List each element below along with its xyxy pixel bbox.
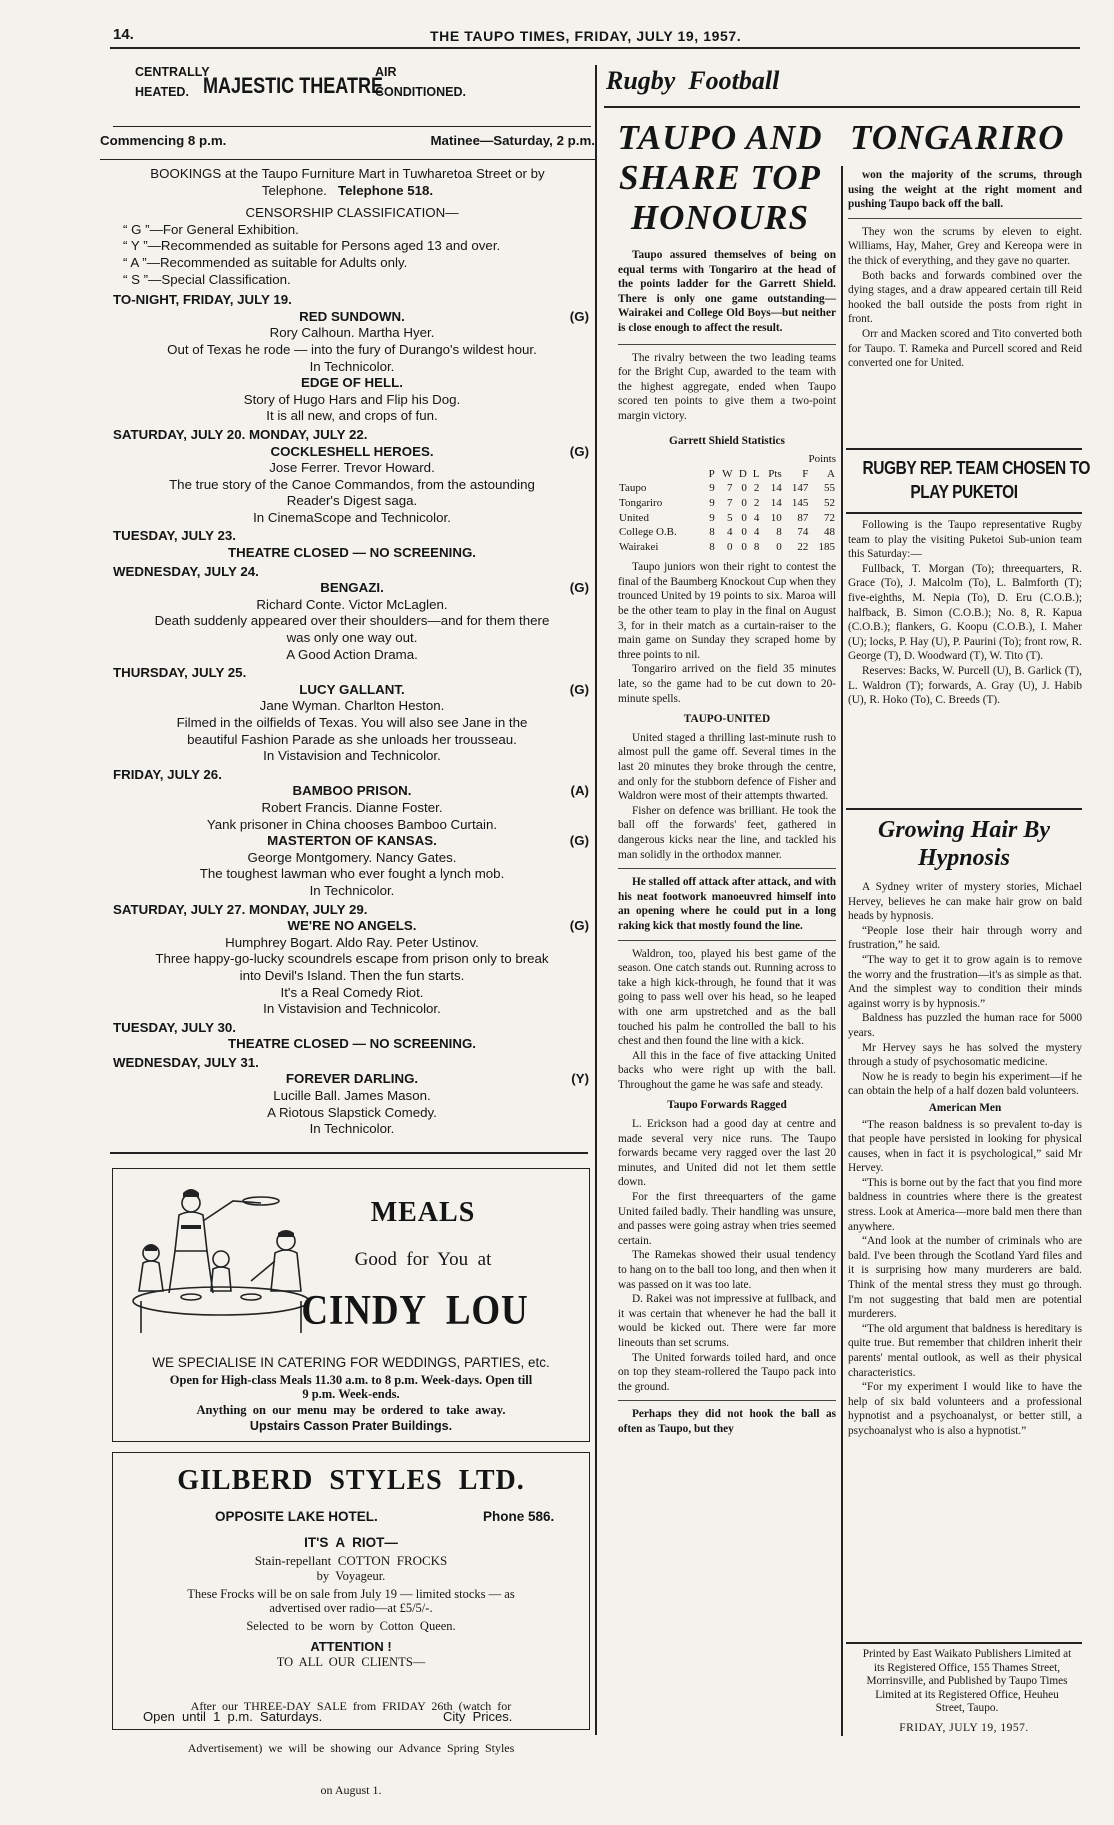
stats-cell: Tongariro: [619, 496, 663, 509]
film-description: Story of Hugo Hars and Flip his Dog.: [243, 391, 461, 407]
schedule-day: TUESDAY, JULY 23.: [113, 528, 236, 544]
schedule-day: WEDNESDAY, JULY 24.: [113, 563, 259, 579]
film-description: It's a Real Comedy Riot.: [280, 984, 424, 1000]
film-description: The true story of the Canoe Commandos, from the astounding: [169, 476, 535, 492]
film-description: Jose Ferrer. Trevor Howard.: [269, 460, 435, 476]
stats-cell: 8: [776, 526, 782, 539]
stats-cell: 5: [727, 511, 733, 524]
rep-team-para-1: Following is the Taupo representative Rugby team to play the visiting Puketoi Sub-union team this Saturday:—: [848, 519, 1082, 561]
stats-cell: 52: [824, 496, 835, 509]
gilberd-sale-line1: These Frocks will be on sale from July 19 — limited stocks — as: [187, 1587, 515, 1601]
film-description: Lucille Ball. James Mason.: [273, 1088, 431, 1104]
stats-cell: 8: [709, 526, 715, 539]
film-description: In Vistavision and Technicolor.: [263, 748, 441, 764]
film-title-text: RED SUNDOWN.: [299, 308, 405, 324]
hair-para-9: “And look at the number of criminals who are bald. I've been through the Scotland Yard files and it is surprising how many murderers are bald. Think of the mental stress they must go through. I'm not suggesting that bald men are potential murderers.: [848, 1235, 1082, 1321]
theatre-heated-line1: CENTRALLY: [135, 65, 210, 79]
film-rating: (G): [569, 308, 589, 324]
stats-header-cell: F: [802, 467, 809, 480]
stats-header-cell: W: [722, 467, 733, 480]
gilberd-frocks: Stain-repellant COTTON FROCKS: [254, 1553, 448, 1568]
film-rating: (G): [569, 918, 589, 934]
theatre-advert: [100, 60, 595, 1138]
stats-cell: 8: [709, 540, 715, 553]
rugby-article: [618, 248, 836, 1437]
theatre-air-line1: AIR: [375, 65, 397, 79]
film-description: Jane Wyman. Charlton Heston.: [259, 698, 445, 714]
rugby-para-2: Taupo juniors won their right to contest the final of the Baumberg Knockout Cup when they trounced United by 19 points to six. Maroa will be the other team to play in the final on August 3, for in their match as a curtain-raiser to the main game on Sunday they scraped home by three points to nil.: [618, 561, 836, 661]
column-rule-2: [841, 166, 843, 1736]
hair-para-11: “For my experiment I would like to have the help of six bald volunteers and a professional hypnotist and a psychoanalyst, or better still, a psychoanalyst who is also a hypnotist.”: [848, 1381, 1082, 1437]
stats-cell: 2: [753, 482, 760, 495]
stats-cell: 87: [797, 511, 809, 524]
film-description: Out of Texas he rode — into the fury of Durango's wildest hour.: [167, 341, 537, 357]
film-description: The toughest lawman who ever fought a lynch mob.: [199, 866, 505, 882]
rugby-headline-line1: TAUPO AND: [617, 118, 823, 157]
rugby-cont-para-2: They won the scrums by eleven to eight. Williams, Hay, Maher, Grey and Kereopa were in the thick of everything, and they gave no quarter.: [848, 225, 1082, 267]
hair-para-10: “The old argument that baldness is hereditary is quite true. But remember that children inherit their parents' mental outlook, as well as their physical characteristics.: [848, 1322, 1082, 1379]
film-description: beautiful Fashion Parade as she unloads her trousseau.: [187, 731, 517, 747]
cindy-specialise: WE SPECIALISE IN CATERING FOR WEDDINGS, PARTIES, etc.: [152, 1355, 550, 1370]
film-rating: (G): [569, 833, 589, 849]
stats-cell: Wairakei: [619, 540, 659, 553]
hair-para-7: “The reason baldness is so prevalent to-day is that people have persisted in looking for physical causes, when in fact it is psychological,” said Mr Hervey.: [848, 1118, 1082, 1175]
stats-cell: 0: [741, 540, 747, 553]
rugby-section-heading: Rugby Football: [606, 66, 780, 95]
film-description: Yank prisoner in China chooses Bamboo Curtain.: [206, 816, 498, 832]
stats-cell: 0: [741, 526, 747, 539]
stats-cell: 0: [741, 511, 747, 524]
stats-cell: 22: [797, 540, 809, 553]
stats-cell: 10: [770, 511, 782, 524]
hair-para-4: Baldness has puzzled the human race for 5000 years.: [848, 1012, 1082, 1039]
gilberd-selected: Selected to be worn by Cotton Queen.: [246, 1619, 456, 1633]
garrett-shield-table: [618, 467, 836, 555]
stats-row: [618, 525, 836, 540]
stats-cell: 4: [753, 526, 760, 539]
film-description: Robert Francis. Dianne Foster.: [261, 799, 443, 815]
stats-cell: United: [619, 511, 649, 524]
stats-body: [618, 481, 836, 554]
stats-row: [618, 481, 836, 496]
stats-cell: 0: [776, 540, 782, 553]
film-description: Filmed in the oilfields of Texas. You will also see Jane in the: [176, 715, 528, 730]
cindy-lou-advert: [112, 1168, 590, 1442]
cindy-hours: [113, 1373, 589, 1401]
stats-cell: 7: [727, 482, 733, 495]
stats-cell: 72: [824, 511, 835, 524]
gilberd-open: Open until 1 p.m. Saturdays.: [143, 1709, 323, 1724]
censorship-line: “ A ”—Recommended as suitable for Adults only.: [123, 254, 408, 270]
rugby-headline-right: TONGARIRO: [850, 118, 1065, 157]
rugby-cont-para-3: Both backs and forwards combined over the dying stages, and a draw appeared certain till Reid hooked the ball outside the posts from right in front.: [848, 269, 1082, 326]
gilberd-voyageur: by Voyageur.: [316, 1569, 386, 1583]
film-description: Death suddenly appeared over their shoulders—and for them there: [154, 613, 550, 629]
film-title: [113, 783, 591, 800]
stats-cell: 74: [797, 526, 809, 539]
rep-team-top-rule: [846, 448, 1082, 450]
gilberd-opposite: OPPOSITE LAKE HOTEL.: [215, 1509, 378, 1524]
rugby-para-11: D. Rakei was not impressive at fullback, and it was certain that whenever he had the ball it would be kicked out. There were far more lineouts than set scrums.: [618, 1293, 836, 1349]
stats-header-cell: Pts: [768, 467, 782, 480]
film-title: [113, 1071, 591, 1088]
theatre-name: MAJESTIC THEATRE: [203, 73, 384, 98]
stats-cell: 9: [709, 511, 715, 524]
film-description: Humphrey Bogart. Aldo Ray. Peter Ustinov.: [225, 934, 479, 950]
film-description: was only one way out.: [286, 630, 418, 646]
film-rating: (Y): [571, 1071, 589, 1087]
subhead-american-men: American Men: [928, 1101, 1002, 1114]
theatre-air-line2: CONDITIONED.: [375, 85, 466, 99]
gilberd-after-line3: on August 1.: [320, 1783, 382, 1797]
theatre-heated-line2: HEATED.: [135, 85, 189, 99]
stats-title: Garrett Shield Statistics: [669, 434, 785, 447]
hair-para-2: “People lose their hair through worry and frustration,” he said.: [848, 924, 1082, 952]
schedule-day: SATURDAY, JULY 20. MONDAY, JULY 22.: [113, 426, 368, 442]
film-rating: (A): [570, 783, 589, 799]
column-rule-1: [595, 65, 597, 1735]
film-title-text: MASTERTON OF KANSAS.: [267, 833, 437, 849]
subhead-taupo-united: TAUPO-UNITED: [683, 713, 771, 726]
rugby-cont-para-4: Orr and Macken scored and Tito converted both for Taupo. T. Rameka and Purcell scored and Reid converted one for United.: [848, 327, 1082, 370]
hair-para-5: Mr Hervey says he has solved the mystery through a study of psychosomatic medicine.: [848, 1041, 1082, 1069]
gilberd-sale-line2: advertised over radio—at £5/5/-.: [269, 1601, 433, 1615]
stats-cell: 4: [727, 526, 733, 539]
film-title: [113, 545, 591, 562]
stats-cell: 185: [818, 540, 835, 553]
hair-para-8: “This is borne out by the fact that you find more baldness in countries where there is the greatest stress. Look at America—more bald men there than anywhere.: [848, 1176, 1082, 1233]
censorship-block: [113, 205, 591, 288]
film-description: Richard Conte. Victor McLaglen.: [256, 596, 448, 612]
censorship-title: CENSORSHIP CLASSIFICATION—: [245, 205, 459, 221]
theatre-heated: [135, 62, 210, 102]
stats-cell: 14: [770, 496, 782, 509]
censorship-line: “ Y ”—Recommended as suitable for Persons aged 13 and over.: [123, 238, 501, 254]
stats-cell: 0: [727, 540, 733, 553]
theatre-bottom-rule: [110, 1152, 588, 1154]
rugby-cont-lead: won the majority of the scrums, through using the weight at the right moment and pushing Taupo back off the ball.: [848, 169, 1082, 211]
rugby-para-7: All this in the face of five attacking United backs who were right up with the ball. Throughout the game he was safe and steady.: [618, 1049, 836, 1091]
rugby-headline-left: [604, 118, 836, 238]
bookings-line1: BOOKINGS at the Taupo Furniture Mart in Tuwharetoa Street or by: [150, 166, 545, 181]
film-title-text: WE'RE NO ANGELS.: [287, 918, 417, 934]
stats-cell: 147: [791, 482, 809, 495]
hair-headline-line2: Hypnosis: [917, 845, 1010, 871]
imprint-date: FRIDAY, JULY 19, 1957.: [899, 1722, 1029, 1734]
gilberd-sale: [113, 1587, 589, 1615]
rugby-para-8: L. Erickson had a good day at centre and made several very nice runs. The Taupo forwards became very ragged over the last 20 minutes, and United did not let them settle down.: [618, 1118, 836, 1189]
film-title: [113, 309, 591, 326]
censorship-lines: [113, 222, 591, 288]
film-title: [113, 375, 591, 392]
bookings-number: Telephone 518.: [338, 182, 434, 198]
stats-cell: College O.B.: [619, 526, 677, 539]
stats-row: [618, 511, 836, 526]
hair-headline-line1: Growing Hair By: [877, 817, 1051, 843]
film-description: In Technicolor.: [309, 1121, 395, 1137]
film-title-text: COCKLESHELL HEROES.: [270, 443, 434, 459]
cindy-hours-line1: Open for High-class Meals 11.30 a.m. to 8 p.m. Week-days. Open till: [169, 1373, 533, 1387]
rugby-para-1: The rivalry between the two leading teams for the Bright Cup, awarded to the team with the highest aggregate, ended when Taupo scored ten points to give them a two-point margin victory.: [618, 351, 836, 422]
rep-team-headline: [846, 456, 1091, 504]
stats-header-cell: L: [752, 467, 760, 480]
film-title: [113, 444, 591, 461]
stats-cell: 145: [791, 496, 809, 509]
rep-team-para-2: Fullback, T. Morgan (To); threequarters, R. Grace (To), J. Malcolm (To), L. Balmforth (T); five-eighths, M. Nepia (To), D. Eru (C.O.B.); halfback, B. Simon (C.O.B.); No. 8, R. Kapua (C.O.B.); flankers, G. Koopu (C.O.B.), I. Maher (U); locks, P. Hay (U), P. Paurini (To); front row, R. George (T), D. Woodward (T), W. Tito (T).: [848, 562, 1082, 663]
film-description: A Riotous Slapstick Comedy.: [267, 1104, 437, 1120]
film-rating: (G): [569, 443, 589, 459]
stats-cell: 7: [727, 496, 733, 509]
commencing-time: Commencing 8 p.m.: [100, 133, 227, 148]
stats-header-cell: D: [738, 467, 747, 480]
stats-cell: 2: [753, 496, 760, 509]
film-description: into Devil's Island. Then the fun starts.: [239, 967, 465, 983]
stats-cell: 48: [824, 526, 835, 539]
gilberd-clients: TO ALL OUR CLIENTS—: [276, 1655, 426, 1669]
film-title-text: BENGAZI.: [320, 580, 384, 596]
masthead-rule: [110, 47, 1080, 49]
film-title-text: THEATRE CLOSED — NO SCREENING.: [228, 1036, 476, 1052]
rep-team-para-3: Reserves: Backs, W. Purcell (U), B. Garlick (T), L. Waldron (T); forwards, A. Gray (U), J. Habib (U), R. Hoko (To), C. Breeds (T).: [848, 664, 1082, 707]
film-title: [113, 682, 591, 699]
gilberd-after-line2: Advertisement) we will be showing our Advance Spring Styles: [187, 1741, 515, 1755]
bookings-info: [100, 166, 595, 199]
film-description: In CinemaScope and Technicolor.: [253, 509, 451, 525]
hair-para-3: “The way to get it to grow again is to remove the worry and the frustration—it's as simple as that. And the simplest way to condition their minds against worry is by hypnosis.”: [848, 953, 1082, 1010]
gilberd-prices: City Prices.: [443, 1709, 513, 1724]
schedule-day: TUESDAY, JULY 30.: [113, 1019, 236, 1035]
rugby-headline-line3: HONOURS: [630, 198, 810, 237]
stats-row: [618, 496, 836, 511]
stats-cell: 8: [753, 540, 760, 553]
rugby-para-4: United staged a thrilling last-minute rush to almost pull the game off. Several times in the last 20 minutes they broke through the centre, and only for the stubborn defence of Fisher and Waldron were most of their attempts thwarted.: [618, 731, 836, 803]
censorship-line: “ S ”—Special Classification.: [123, 271, 291, 287]
rugby-article-continued: [848, 168, 1082, 371]
gilberd-phone: Phone 586.: [483, 1509, 555, 1524]
rugby-para-10: The Ramekas showed their usual tendency to hang on to the ball too long, and then when it was passed on it was too late.: [618, 1249, 836, 1291]
gilberd-styles-advert: [112, 1452, 590, 1797]
rugby-para-6: Waldron, too, played his best game of the season. One catch stands out. Running across to take a high kick-through, he found that it was going to pass well over his head, so he leaped with one arm upstretched and as the ball touched his palm he controlled the ball to his chest and then found the line with a kick.: [618, 947, 836, 1048]
rugby-para-5: Fisher on defence was brilliant. He took the ball off the forwards' feet, gathered in dangerous kicks near the line, and tackled his man solidly in the orthodox manner.: [618, 804, 836, 861]
stats-cell: 4: [753, 511, 760, 524]
stats-cell: 9: [709, 496, 715, 509]
stats-cell: 55: [824, 482, 835, 495]
hair-article: [848, 880, 1082, 1439]
gilberd-name: GILBERD STYLES LTD.: [177, 1465, 525, 1496]
rugby-para-3: Tongariro arrived on the field 35 minutes late, so the game had to be cut down to 20-minute spells.: [618, 663, 836, 705]
film-description: In Vistavision and Technicolor.: [263, 1001, 441, 1017]
cindy-lou-name: CINDY LOU: [301, 1288, 529, 1334]
stats-header-cell: [618, 467, 704, 482]
film-description: It is all new, and crops of fun.: [266, 408, 438, 424]
hair-headline: [846, 816, 1082, 872]
film-description: Reader's Digest saga.: [286, 493, 418, 509]
schedule-day: TO-NIGHT, FRIDAY, JULY 19.: [113, 292, 292, 308]
rep-team-headline-rule: [846, 512, 1082, 514]
rugby-para-9: For the first threequarters of the game United failed badly. Their handling was unsure, and passes were going astray when tries seemed certain.: [618, 1191, 836, 1247]
schedule-day: WEDNESDAY, JULY 31.: [113, 1054, 259, 1070]
matinee-time: Matinee—Saturday, 2 p.m.: [430, 133, 595, 148]
rugby-para-12: The United forwards toiled hard, and once on top they steam-rollered the Taupo pack into the ground.: [618, 1351, 836, 1393]
imprint-rule: [846, 1642, 1082, 1644]
rugby-headline-line2: SHARE TOP: [619, 158, 821, 197]
cindy-takeaway: Anything on our menu may be ordered to take away.: [196, 1403, 506, 1417]
film-title: [113, 580, 591, 597]
good-for-you: Good for You at: [354, 1249, 492, 1270]
film-description: George Montgomery. Nancy Gates.: [247, 849, 457, 865]
stats-points-label: Points: [808, 453, 836, 466]
rep-team-headline-line1: RUGBY REP. TEAM CHOSEN TO: [862, 458, 1091, 478]
cindy-address: Upstairs Casson Prater Buildings.: [249, 1419, 453, 1433]
rep-team-headline-line2: PLAY PUKETOI: [910, 482, 1018, 502]
masthead-title: THE TAUPO TIMES, FRIDAY, JULY 19, 1957.: [430, 28, 742, 44]
film-description: A Good Action Drama.: [286, 646, 418, 662]
film-rating: (G): [569, 681, 589, 697]
stats-header-cell: P: [708, 467, 715, 480]
stats-cell: 14: [770, 482, 782, 495]
rep-team-article: [848, 518, 1082, 708]
film-description: In Technicolor.: [309, 882, 395, 898]
gilberd-riot: IT'S A RIOT—: [304, 1535, 398, 1550]
film-title: [113, 918, 591, 935]
film-title: [113, 1036, 591, 1053]
hair-para-6: Now he is ready to begin his experiment—if he can obtain the help of a half dozen bald volunteers.: [848, 1070, 1082, 1098]
schedule-day: FRIDAY, JULY 26.: [113, 766, 222, 782]
cindy-hours-line2: 9 p.m. Week-ends.: [302, 1387, 400, 1401]
rugby-heading-rule: [604, 106, 1080, 108]
hair-para-1: A Sydney writer of mystery stories, Michael Hervey, believes he can make hair grow on bald heads by hypnosis.: [848, 881, 1082, 923]
meals-heading: MEALS: [370, 1197, 476, 1228]
film-title-text: BAMBOO PRISON.: [292, 783, 412, 799]
stats-cell: 0: [741, 496, 747, 509]
theatre-air-conditioned: [375, 62, 466, 102]
film-title-text: EDGE OF HELL.: [301, 375, 403, 391]
gilberd-after-line1: After our THREE-DAY SALE from FRIDAY 26th (watch for: [190, 1699, 512, 1713]
stats-header-row: [618, 467, 836, 482]
schedule-day: THURSDAY, JULY 25.: [113, 665, 247, 681]
film-title-text: FOREVER DARLING.: [285, 1071, 419, 1087]
stats-header-cell: A: [827, 467, 835, 480]
film-title: [113, 833, 591, 850]
imprint: Printed by East Waikato Publishers Limited at its Registered Office, 155 Thames Street, Morrinsville, and Published by Taupo Times Limited at its Registered Office, Heuheu Street, Taupo.: [862, 1648, 1072, 1715]
gilberd-attention: ATTENTION !: [310, 1639, 392, 1654]
bookings-telephone: Telephone.: [261, 182, 327, 198]
stats-row: [618, 540, 836, 555]
rugby-para-13: Perhaps they did not hook the ball as often as Taupo, but they: [618, 1408, 836, 1435]
rugby-pull-quote: He stalled off attack after attack, and with his neat footwork manoeuvred himself into an opening where he could put in a long raking kick that mostly found the line.: [618, 876, 836, 932]
film-schedule: [113, 292, 591, 1138]
film-description: Rory Calhoun. Martha Hyer.: [269, 325, 435, 341]
censorship-line: “ G ”—For General Exhibition.: [123, 221, 299, 237]
film-rating: (G): [569, 580, 589, 596]
hair-top-rule: [846, 808, 1082, 810]
rugby-lead: Taupo assured themselves of being on equal terms with Tongariro at the head of the points ladder for the Garrett Shield. There is only one game outstanding—Wairakei and College Old Boys—but neither is close enough to affect the result.: [618, 249, 836, 334]
film-title-text: LUCY GALLANT.: [299, 681, 405, 697]
film-title-text: THEATRE CLOSED — NO SCREENING.: [228, 545, 476, 561]
page-number: 14.: [113, 26, 134, 43]
film-description: Three happy-go-lucky scoundrels escape from prison only to break: [155, 951, 549, 967]
schedule-day: SATURDAY, JULY 27. MONDAY, JULY 29.: [113, 901, 368, 917]
stats-cell: 0: [741, 482, 747, 495]
subhead-forwards-ragged: Taupo Forwards Ragged: [667, 1099, 787, 1112]
film-description: In Technicolor.: [309, 358, 395, 374]
stats-cell: Taupo: [619, 482, 647, 495]
stats-cell: 9: [709, 482, 715, 495]
